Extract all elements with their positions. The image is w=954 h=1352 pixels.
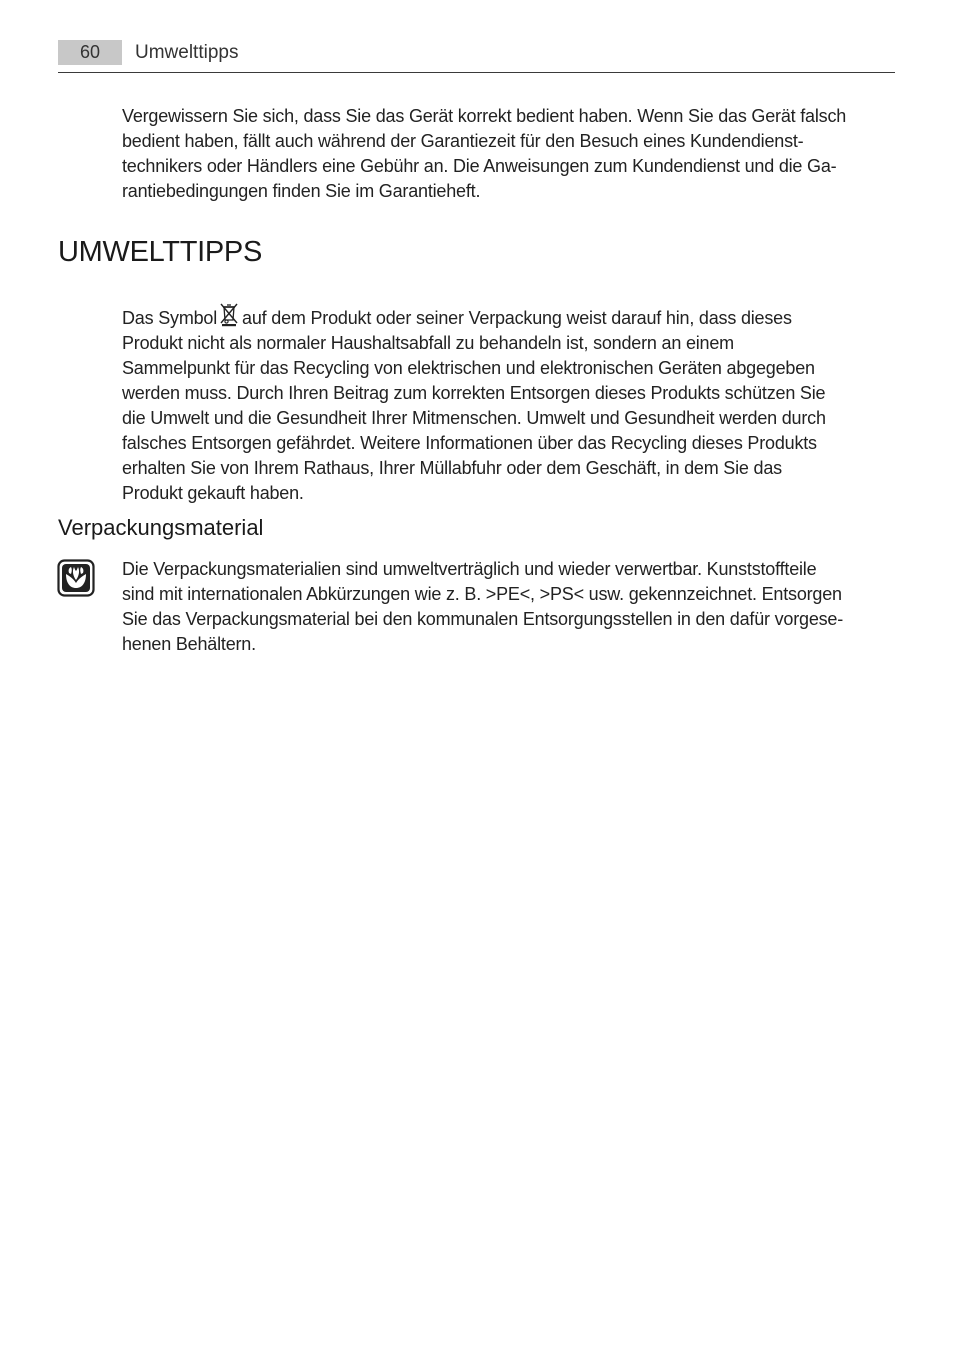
- verpackung-line: sind mit internationalen Abkürzungen wie z. B. >PE<, >PS< usw. gekennzeichnet. Entsorgen: [122, 584, 842, 604]
- umwelt-line: [122, 303, 902, 331]
- intro-paragraph: [122, 104, 902, 204]
- page-number: 60: [58, 40, 122, 65]
- verpackung-line: Sie das Verpackungsmaterial bei den kommunalen Entsorgungsstellen in den dafür vorgese-: [122, 609, 844, 629]
- page-header: [58, 40, 895, 73]
- umwelt-line: werden muss. Durch Ihren Beitrag zum korrekten Entsorgen dieses Produkts schützen Sie: [122, 383, 826, 403]
- umwelt-line: Produkt gekauft haben.: [122, 483, 304, 503]
- section-heading-umwelttipps: UMWELTTIPPS: [58, 236, 263, 268]
- verpackung-paragraph: [122, 557, 902, 657]
- umwelt-paragraph: [122, 303, 902, 506]
- intro-line: technikers oder Händlers eine Gebühr an. Die Anweisungen zum Kundendienst und die Ga-: [122, 156, 837, 176]
- crossed-out-wheelie-bin-icon: [219, 303, 239, 327]
- verpackung-line: henen Behältern.: [122, 634, 256, 654]
- umwelt-line: die Umwelt und die Gesundheit Ihrer Mitmenschen. Umwelt und Gesundheit werden durch: [122, 408, 826, 428]
- intro-line: rantiebedingungen finden Sie im Garantieheft.: [122, 181, 481, 201]
- umwelt-line: falsches Entsorgen gefährdet. Weitere Informationen über das Recycling dieses Produkts: [122, 433, 817, 453]
- umwelt-line-end: auf dem Produkt oder seiner Verpackung weist darauf hin, dass dieses: [242, 308, 792, 328]
- intro-line: bedient haben, fällt auch während der Garantiezeit für den Besuch eines Kundendienst-: [122, 131, 804, 151]
- environment-leaf-icon: [57, 559, 95, 597]
- verpackung-line: Die Verpackungsmaterialien sind umweltverträglich und wieder verwertbar. Kunststoffteile: [122, 559, 817, 579]
- intro-line: Vergewissern Sie sich, dass Sie das Gerät korrekt bedient haben. Wenn Sie das Gerät falsch: [122, 106, 847, 126]
- umwelt-line-start: Das Symbol: [122, 308, 218, 328]
- header-section-title: Umwelttipps: [135, 42, 239, 63]
- umwelt-line: erhalten Sie von Ihrem Rathaus, Ihrer Müllabfuhr oder dem Geschäft, in dem Sie das: [122, 458, 782, 478]
- subheading-verpackungsmaterial: Verpackungsmaterial: [58, 515, 264, 540]
- umwelt-line: Sammelpunkt für das Recycling von elektrischen und elektronischen Geräten abgegeben: [122, 358, 815, 378]
- umwelt-line: Produkt nicht als normaler Haushaltsabfall zu behandeln ist, sondern an einem: [122, 333, 734, 353]
